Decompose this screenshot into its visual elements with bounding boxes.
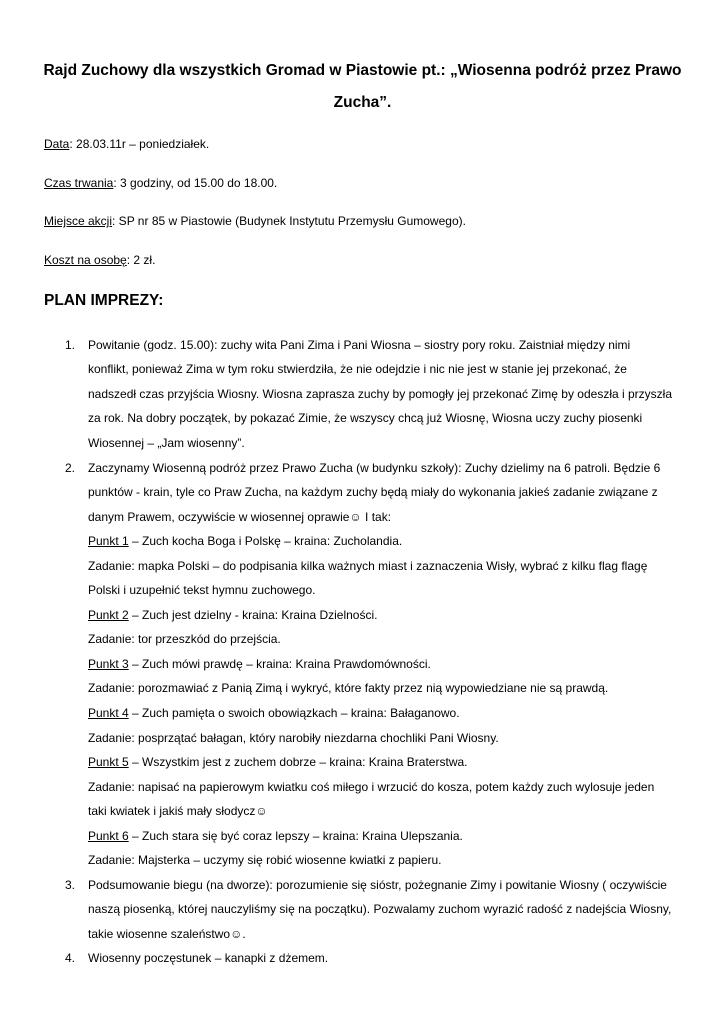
point-label: Punkt 6 xyxy=(88,829,129,843)
meta-place xyxy=(44,214,466,229)
point-task-line: Zadanie: tor przeszkód do przejścia. xyxy=(88,632,281,646)
point-label: Punkt 5 xyxy=(88,755,129,769)
point-task-line: Polski i uzupełnić tekst hymnu zuchowego. xyxy=(88,583,316,597)
document-title-line-2: Zucha”. xyxy=(333,94,392,111)
point-text: – Wszystkim jest z zuchem dobrze – kraina: Kraina Braterstwa. xyxy=(128,755,468,769)
point-label: Punkt 1 xyxy=(88,534,129,548)
point-6 xyxy=(88,829,463,844)
list-item-line: Podsumowanie biegu (na dworze): porozumienie się sióstr, pożegnanie Zimy i powitanie Wiosny ( oczywiście xyxy=(88,878,667,892)
list-item-line: Wiosennej – „Jam wiosenny”. xyxy=(88,436,245,450)
point-task-line: Zadanie: Majsterka – uczymy się robić wiosenne kwiatki z papieru. xyxy=(88,853,442,867)
list-item-line: konflikt, ponieważ Zima w tym roku stwierdziła, że nie odejdzie i nic nie jest w stanie jej przekonać, że xyxy=(88,362,627,376)
point-2 xyxy=(88,608,377,623)
list-number: 1. xyxy=(65,338,76,352)
place-label: Miejsce akcji xyxy=(44,214,113,228)
point-label: Punkt 4 xyxy=(88,706,129,720)
point-task-line: Zadanie: posprzątać bałagan, który narobiły niezdarna chochliki Pani Wiosny. xyxy=(88,731,499,745)
list-item-line: Wiosenny poczęstunek – kanapki z dżemem. xyxy=(88,951,329,965)
point-task-line: Zadanie: mapka Polski – do podpisania kilka ważnych miast i zaznaczenia Wisły, wybrać z kilku flag flagę xyxy=(88,559,648,573)
date-label: Data xyxy=(44,137,70,151)
point-1 xyxy=(88,534,402,549)
meta-duration xyxy=(44,176,277,191)
list-item-line: punktów - krain, tyle co Praw Zucha, na każdym zuchy będą miały do wykonania jakieś zadanie związane z xyxy=(88,485,658,499)
list-item-line: takie wiosenne szaleństwo☺. xyxy=(88,927,246,941)
list-number: 3. xyxy=(65,878,76,892)
plan-heading: PLAN IMPREZY: xyxy=(44,292,164,309)
list-number: 4. xyxy=(65,951,76,965)
point-task-line: taki kwiatek i jakiś mały słodycz☺ xyxy=(88,804,268,818)
point-text: – Zuch jest dzielny - kraina: Kraina Dzielności. xyxy=(128,608,378,622)
point-task-line: Zadanie: porozmawiać z Panią Zimą i wykryć, które fakty przez nią wypowiedziane nie są prawdą. xyxy=(88,681,609,695)
date-value: : 28.03.11r – poniedziałek. xyxy=(69,137,210,151)
list-item-line: nadszedł czas przyjścia Wiosny. Wiosna zaprasza zuchy by pomogły jej przekonać Zimę by odeszła i przyszła xyxy=(88,387,673,401)
place-value: : SP nr 85 w Piastowie (Budynek Instytutu Przemysłu Gumowego). xyxy=(112,214,466,228)
point-task-line: Zadanie: napisać na papierowym kwiatku coś miłego i wrzucić do kosza, potem każdy zuch wylosuje jeden xyxy=(88,780,655,794)
document-title-line-1: Rajd Zuchowy dla wszystkich Gromad w Piastowie pt.: „Wiosenna podróż przez Prawo xyxy=(43,62,682,79)
list-number: 2. xyxy=(65,461,76,475)
list-item-line: za rok. Na dobry początek, by pokazać Zimie, że wszyscy chcą już Wiosnę, Wiosna uczy zuchy piosenki xyxy=(88,411,643,425)
list-item-line: naszą piosenką, której nauczyliśmy się na początku). Pozwalamy zuchom wyrazić radość z nadejścia Wiosny, xyxy=(88,902,672,916)
point-4 xyxy=(88,706,460,721)
list-item-line: Powitanie (godz. 15.00): zuchy wita Pani Zima i Pani Wiosna – siostry pory roku. Zaistniał między nimi xyxy=(88,338,631,352)
point-3 xyxy=(88,657,431,672)
point-text: – Zuch stara się być coraz lepszy – kraina: Kraina Ulepszania. xyxy=(128,829,463,843)
meta-date xyxy=(44,137,209,152)
point-text: – Zuch mówi prawdę – kraina: Kraina Prawdomówności. xyxy=(128,657,431,671)
list-item-line: danym Prawem, oczywiście w wiosennej oprawie☺ I tak: xyxy=(88,510,392,524)
cost-label: Koszt na osobę xyxy=(44,253,127,267)
cost-value: : 2 zł. xyxy=(126,253,156,267)
point-5 xyxy=(88,755,468,770)
point-label: Punkt 2 xyxy=(88,608,129,622)
point-text: – Zuch pamięta o swoich obowiązkach – kraina: Bałaganowo. xyxy=(128,706,460,720)
duration-value: : 3 godziny, od 15.00 do 18.00. xyxy=(113,176,278,190)
duration-label: Czas trwania xyxy=(44,176,114,190)
point-label: Punkt 3 xyxy=(88,657,129,671)
point-text: – Zuch kocha Boga i Polskę – kraina: Zucholandia. xyxy=(128,534,403,548)
list-item-line: Zaczynamy Wiosenną podróż przez Prawo Zucha (w budynku szkoły): Zuchy dzielimy na 6 patroli. Będzie 6 xyxy=(88,461,661,475)
meta-cost xyxy=(44,253,155,268)
